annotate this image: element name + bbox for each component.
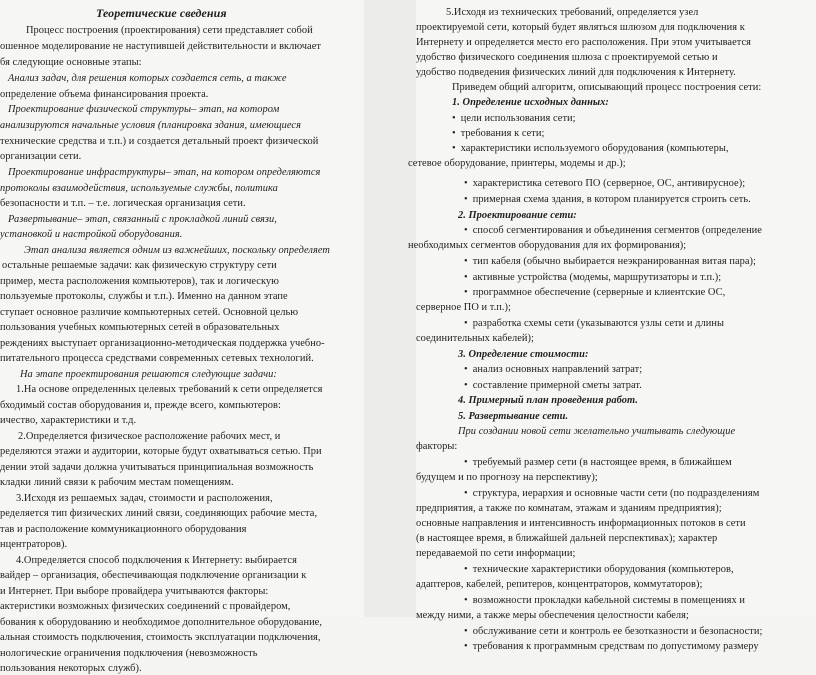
list-heading: 3. Определение стоимости: [458, 349, 589, 360]
paragraph-line: Приведем общий алгоритм, описывающий процесс построения сети: [452, 82, 762, 93]
paragraph-line: безопасности и т.п. – т.е. логическая организация сети. [0, 198, 246, 209]
list-item: • составление примерной сметы затрат. [464, 380, 642, 392]
paragraph-line: и Интернет. При выборе провайдера учитываются факторы: [0, 586, 269, 597]
paragraph-line: Анализ задач, для решения которых создается сеть, а также [8, 73, 287, 84]
paragraph-line: Процесс построения (проектирования) сети представляет собой [26, 25, 313, 36]
paragraph-line: (в настоящее время, в ближайшей дальней перспективах); характер [416, 533, 718, 544]
paragraph-line: передаваемой по сети информации; [416, 548, 576, 559]
list-item: • требования к сети; [452, 128, 544, 140]
paragraph-line: При создании новой сети желательно учитывать следующие [458, 426, 736, 437]
paragraph-line: Этап анализа является одним из важнейших, поскольку определяет [24, 245, 330, 256]
paragraph-line: серверное ПО и т.п.); [416, 302, 511, 313]
paragraph-line: соединительных кабелей); [416, 333, 534, 344]
list-heading: 5. Развертывание сети. [458, 411, 569, 422]
paragraph-line: ределяются этажи и аудитории, которые будут охватываться сетью. При [0, 446, 322, 457]
list-item: • активные устройства (модемы, маршрутизаторы и т.п.); [464, 272, 721, 284]
list-item: • технические характеристики оборудования (компьютеров, [464, 564, 734, 576]
paragraph-line: необходимых сегментов оборудования для их формирования); [408, 240, 687, 251]
paragraph-line: бходимый состав оборудования и, прежде всего, компьютеров: [0, 400, 281, 411]
paragraph-line: технические средства и т.п.) и создается детальный проект физической [0, 136, 319, 147]
paragraph-line: кладки линий связи к рабочим местам помещениям. [0, 477, 234, 488]
paragraph-line: Развертывание– этап, связанный с прокладкой линий связи, [8, 214, 277, 225]
paragraph-line: факторы: [416, 441, 458, 452]
list-heading: 4. Примерный план проведения работ. [458, 395, 638, 406]
paragraph-line: пользуемые протоколы, службы и т.п.). Именно на данном этапе [0, 291, 288, 302]
paragraph-line: вайдер – организация, обеспечивающая подключение организации к [0, 570, 307, 581]
paragraph-line: будущем и по прогнозу на перспективу); [416, 472, 598, 483]
paragraph-line: основные направления и интенсивность информационных потоков в сети [416, 518, 746, 529]
page-gutter [364, 0, 416, 617]
list-item: • разработка схемы сети (указываются узлы сети и длины [464, 318, 724, 330]
paragraph-line: ошенное моделирование не наступившей действительности и включает [0, 41, 321, 52]
paragraph-line: ступает основное различие компьютерных сетей. Основной целью [0, 307, 299, 318]
paragraph-line: определение объема финансирования проекта. [0, 89, 209, 100]
paragraph-line: актеристики возможных физических соединений с провайдером, [0, 601, 291, 612]
list-item: • характеристики используемого оборудования (компьютеры, [452, 143, 729, 155]
list-item: • тип кабеля (обычно выбирается неэкранированная витая пара); [464, 256, 756, 268]
section-title: Теоретические сведения [96, 6, 227, 20]
paragraph-line: альная стоимость подключения, стоимость эксплуатации подключения, [0, 632, 321, 643]
list-item: • требуемый размер сети (в настоящее время, в ближайшем [464, 457, 732, 469]
paragraph-line: организации сети. [0, 151, 82, 162]
list-item: • примерная схема здания, в котором планируется строить сеть. [464, 194, 751, 206]
paragraph-line: ичество, характеристики и т.д. [0, 415, 137, 426]
paragraph-line: 2.Определяется физическое расположение рабочих мест, и [18, 431, 281, 442]
list-item: • структура, иерархия и основные части сети (по подразделениям [464, 488, 759, 500]
paragraph-line: протоколы взаимодействия, используемые службы, политика [0, 183, 278, 194]
list-item: • возможности прокладки кабельной системы в помещениях и [464, 595, 745, 607]
paragraph-line: Интернету и определяется место его расположения. При этом учитывается [416, 37, 751, 48]
list-item: • обслуживание сети и контроль ее безотказности и безопасности; [464, 626, 762, 638]
paragraph-line: бя следующие основные этапы: [0, 57, 142, 68]
paragraph-line: удобство физического соединения шлюза с проектируемой сетью и [416, 52, 718, 63]
paragraph-line: адаптеров, кабелей, репитеров, концентраторов, коммутаторов); [416, 579, 703, 590]
paragraph-line: ределяется тип физических линий связи, соединяющих рабочие места, [0, 508, 318, 519]
paragraph-line: остальные решаемые задачи: как физическую структуру сети [2, 260, 277, 271]
paragraph-line: 1.На основе определенных целевых требований к сети определяется [16, 384, 323, 395]
paragraph-line: Проектирование физической структуры– этап, на котором [8, 104, 280, 115]
paragraph-line: между ними, а также меры обеспечения целостности кабеля; [416, 610, 689, 621]
paragraph-line: установкой и настройкой оборудования. [0, 229, 183, 240]
list-item: • способ сегментирования и объединения сегментов (определение [464, 225, 762, 237]
paragraph-line: предприятия, а также по комнатам, этажам и зданиям предприятия); [416, 503, 722, 514]
paragraph-line: Проектирование инфраструктуры– этап, на котором определяются [8, 167, 321, 178]
paragraph-line: пользования некоторых служб). [0, 663, 142, 674]
list-item: • анализ основных направлений затрат; [464, 364, 642, 376]
list-heading: 2. Проектирование сети: [458, 210, 577, 221]
list-item: • программное обеспечение (серверные и клиентские ОС, [464, 287, 725, 299]
paragraph-line: сетевое оборудование, принтеры, модемы и др.); [408, 158, 626, 169]
paragraph-line: бования к оборудованию и необходимое дополнительное оборудование, [0, 617, 322, 628]
left-page [0, 0, 364, 674]
paragraph-line: На этапе проектирования решаются следующие задачи: [20, 369, 277, 380]
paragraph-line: 4.Определяется способ подключения к Интернету: выбирается [16, 555, 297, 566]
paragraph-line: тав и расположение коммуникационного оборудования [0, 524, 247, 535]
list-heading: 1. Определение исходных данных: [452, 97, 609, 108]
right-page [408, 0, 816, 652]
paragraph-line: удобство подведения физических линий для подключения к Интернету. [416, 67, 736, 78]
paragraph-line: проектируемой сети, который будет являться шлюзом для подключения к [416, 22, 745, 33]
paragraph-line: дении этой задачи должна учитываться принципиальная возможность [0, 462, 314, 473]
list-item: • цели использования сети; [452, 113, 576, 125]
list-item: • характеристика сетевого ПО (серверное, ОС, антивирусное); [464, 178, 745, 190]
paragraph-line: нцентраторов). [0, 539, 68, 550]
list-item: • требования к программным средствам по допустимому размеру [464, 641, 759, 653]
paragraph-line: 3.Исходя из решаемых задач, стоимости и расположения, [16, 493, 273, 504]
paragraph-line: нологические ограничения подключения (невозможность [0, 648, 258, 659]
paragraph-line: пользования учебных компьютерных сетей в образовательных [0, 322, 280, 333]
paragraph-line: реждениях выступает организационно-методическая поддержка учебно- [0, 338, 325, 349]
paragraph-line: питательного процесса средствами современных сетевых технологий. [0, 353, 314, 364]
paragraph-line: анализируются начальные условия (планировка здания, имеющиеся [0, 120, 301, 131]
paragraph-line: пример, места расположения компьютеров), так и логическую [0, 276, 279, 287]
paragraph-line: 5.Исходя из технических требований, определяется узел [446, 7, 699, 18]
